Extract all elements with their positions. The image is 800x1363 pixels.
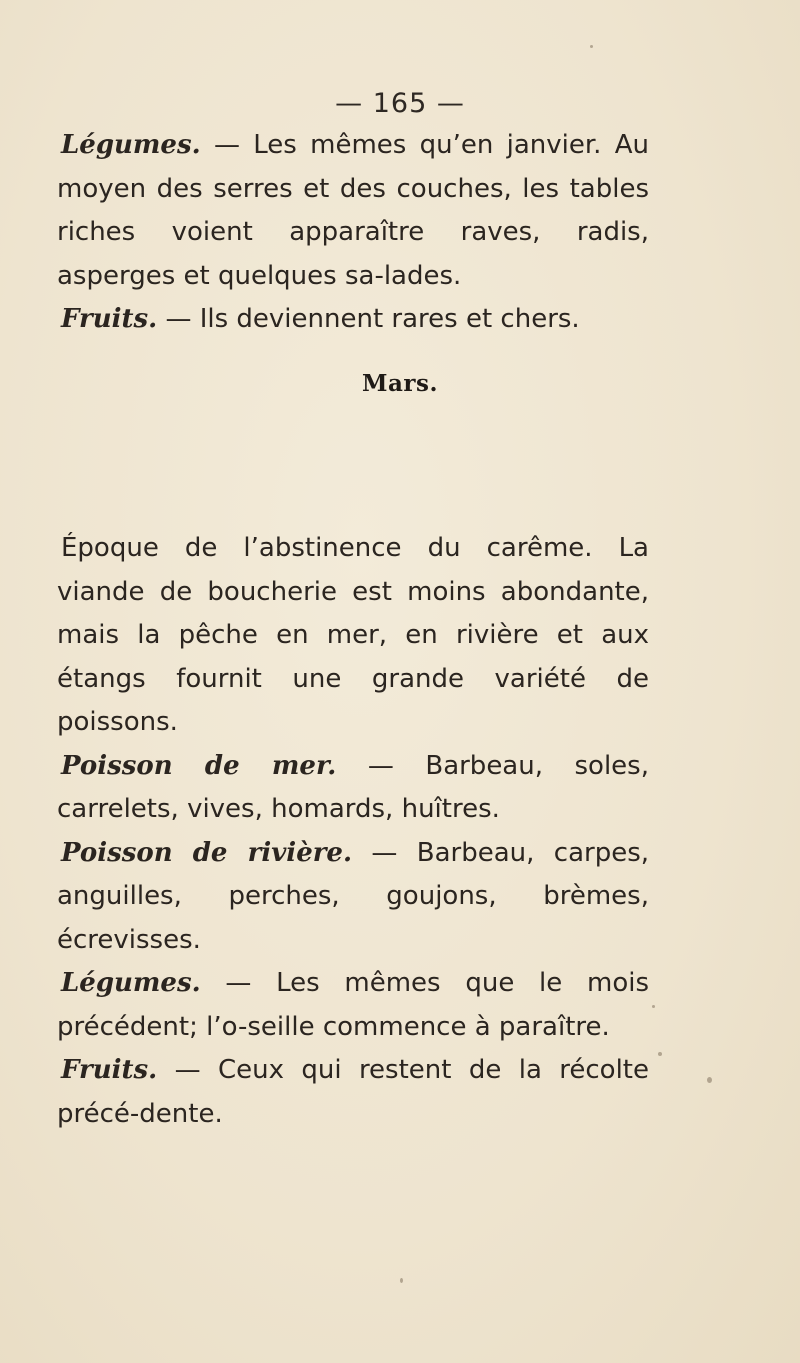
month-heading: Mars. [362,370,438,397]
poisson-riviere-paragraph [57,832,649,963]
paper-speck [658,1052,662,1056]
mars-fruits-paragraph [57,1049,649,1136]
paper-speck [707,1077,712,1083]
mars-legumes-text: — Les mêmes que le mois précédent; l’o-seille commence à paraître. [57,968,649,1042]
fruits-label: Fruits. [61,304,158,334]
mars-fruits-label: Fruits. [61,1055,158,1085]
poisson-mer-paragraph [57,745,649,832]
mars-fruits-text: — Ceux qui restent de la récolte précé-dente. [57,1055,649,1129]
poisson-mer-label: Poisson de mer. [61,750,337,781]
paper-speck [652,1005,655,1008]
fruits-paragraph [57,298,649,342]
page-number: — 165 — [335,88,465,119]
paper-speck [590,45,593,48]
mars-section [57,527,649,1136]
mars-legumes-paragraph [57,962,649,1049]
legumes-paragraph [57,124,649,298]
poisson-riviere-text: — Barbeau, carpes, anguilles, perches, goujons, brèmes, écrevisses. [57,837,650,955]
legumes-text: — Les mêmes qu’en janvier. Au moyen des serres et des couches, les tables riches voient apparaître raves, radis, asperges et quelques sa-lades. [57,130,649,291]
fruits-text: — Ils deviennent rares et chers. [157,304,580,334]
paper-speck [400,1278,403,1283]
poisson-mer-text: — Barbeau, soles, carrelets, vives, homards, huîtres. [57,750,649,824]
mars-legumes-label: Légumes. [61,968,201,998]
mars-intro-paragraph: Époque de l’abstinence du carême. La viande de boucherie est moins abondante, mais la pêche en mer, en rivière et aux étangs fournit une grande variété de poissons. [57,533,649,737]
poisson-riviere-label: Poisson de rivière. [61,837,353,868]
legumes-label: Légumes. [61,130,201,160]
top-section [57,124,649,342]
